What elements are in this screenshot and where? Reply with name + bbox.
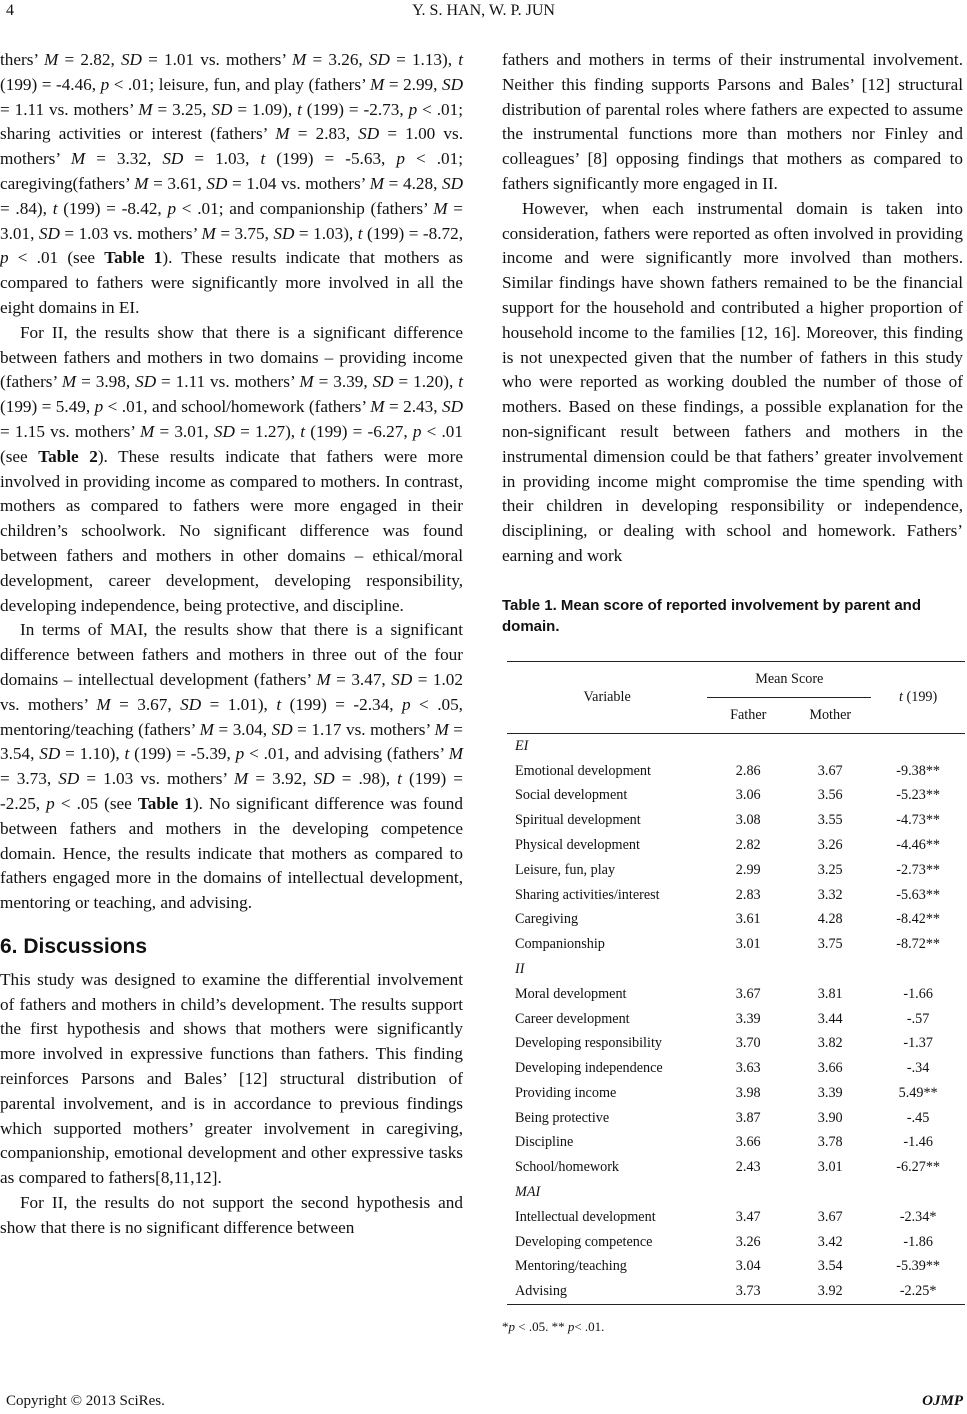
header-variable: Variable (583, 688, 631, 705)
father-cell: 2.82 (735, 836, 761, 853)
table-row (507, 1205, 965, 1230)
mother-cell: 3.32 (817, 886, 843, 903)
group-row-ei (507, 733, 965, 758)
variable-cell: Career development (515, 1010, 630, 1027)
variable-cell: Sharing activities/interest (515, 886, 660, 903)
table-body (507, 733, 965, 1304)
mother-cell: 3.42 (817, 1233, 843, 1250)
table-row (507, 1007, 965, 1032)
variable-cell: Emotional development (515, 762, 651, 779)
header-t: t (199) (899, 688, 938, 705)
table-row (507, 1279, 965, 1304)
t-cell: -4.73** (896, 812, 941, 829)
t-cell: -1.37 (903, 1035, 933, 1052)
table-row (507, 1031, 965, 1056)
variable-cell: Discipline (515, 1134, 574, 1151)
variable-cell: Intellectual development (515, 1208, 656, 1225)
variable-cell: Being protective (515, 1109, 610, 1126)
results-paragraph-ii: For II, the results show that there is a significant difference between fathers and mothers in two domains – providing income (fathers’ M = 3.98, SD = 1.11 vs. mothers’ M = 3.39, SD = 1.20), t (199) = 5.49, p < .01, and school/homework (fathers’ M = 2.43, SD = 1.15 vs. mothers’ M = 3.01, SD = 1.27), t (199) = -6.27, p < .01 (see Table 2). These results indicate that fathers were more involved in providing income as compared to mothers. In contrast, mothers as compared to fathers were more engaged in their children’s schoolwork. No significant difference was found between fathers and mothers in other domains – ethical/moral development, career development, developing responsibility, developing independence, being protective, and discipline. (0, 322, 463, 615)
t-cell: -4.46** (896, 836, 941, 853)
mother-cell: 3.66 (817, 1060, 843, 1077)
mother-cell: 3.81 (817, 985, 843, 1002)
table-row (507, 858, 965, 883)
table-row (507, 1230, 965, 1255)
variable-cell: Providing income (515, 1084, 617, 1101)
table-row (507, 982, 965, 1007)
table-row (507, 1254, 965, 1279)
group-label: II (515, 960, 525, 977)
group-label: MAI (515, 1184, 541, 1201)
variable-cell: Developing responsibility (515, 1035, 662, 1052)
mother-cell: 3.26 (817, 836, 843, 853)
father-cell: 3.06 (735, 787, 761, 804)
discussion-paragraph-1: This study was designed to examine the differential involvement of fathers and mothers in child’s development. The results support the first hypothesis and shows that mothers were significantly more involved in expressive functions than fathers. This finding reinforces Parsons and Bales’ [12] structural distribution of parental involvement, and is in accordance to previous findings which supported mothers’ greater involvement in caregiving, companionship, emotional development and other expressive tasks as compared to fathers[8,11,12]. (0, 969, 463, 1188)
table-row (507, 1130, 965, 1155)
father-cell: 2.83 (735, 886, 761, 903)
father-cell: 3.39 (735, 1010, 761, 1027)
table-row (507, 1106, 965, 1131)
t-cell: -2.34* (899, 1208, 937, 1225)
t-cell: -1.46 (903, 1134, 933, 1151)
t-cell: -5.23** (896, 787, 941, 804)
t-cell: -6.27** (896, 1159, 941, 1176)
t-cell: -1.66 (903, 985, 933, 1002)
father-cell: 2.86 (735, 762, 761, 779)
discussion-paragraph-2: For II, the results do not support the second hypothesis and show that there is no significant difference between (0, 1193, 463, 1237)
variable-cell: Developing independence (515, 1060, 663, 1077)
father-cell: 3.08 (735, 812, 761, 829)
table-row (507, 1155, 965, 1180)
t-cell: 5.49** (898, 1084, 938, 1101)
father-cell: 3.87 (735, 1109, 761, 1126)
table-row (507, 1081, 965, 1106)
t-cell: -5.63** (896, 886, 941, 903)
mother-cell: 3.39 (817, 1084, 843, 1101)
variable-cell: Mentoring/teaching (515, 1258, 627, 1275)
variable-cell: Companionship (515, 936, 605, 953)
right-column (502, 48, 963, 1340)
variable-cell: Physical development (515, 836, 640, 853)
group-row-mai (507, 1180, 965, 1205)
mother-cell: 3.25 (817, 861, 843, 878)
mother-cell: 3.92 (817, 1283, 843, 1300)
running-head: Y. S. HAN, W. P. JUN (412, 2, 555, 19)
father-cell: 2.99 (735, 861, 761, 878)
page-header (0, 2, 967, 26)
t-cell: -2.73** (896, 861, 941, 878)
table-row (507, 932, 965, 957)
father-cell: 3.63 (735, 1060, 761, 1077)
mean-score-table (507, 661, 965, 1305)
variable-cell: Spiritual development (515, 812, 641, 829)
header-mean-score: Mean Score (707, 661, 871, 697)
group-label: EI (515, 737, 529, 754)
father-cell: 3.70 (735, 1035, 761, 1052)
mother-cell: 3.82 (817, 1035, 843, 1052)
table-row (507, 759, 965, 784)
results-paragraph-ei: thers’ M = 2.82, SD = 1.01 vs. mothers’ M = 3.26, SD = 1.13), t (199) = -4.46, p < .01; leisure, fun, and play (fathers’ M = 2.99, SD = 1.11 vs. mothers’ M = 3.25, SD = 1.09), t (199) = -2.73, p < .01; sharing activities or interest (fathers’ M = 2.83, SD = 1.00 vs. mothers’ M = 3.32, SD = 1.03, t (199) = -5.63, p < .01; caregiving(fathers’ M = 3.61, SD = 1.04 vs. mothers’ M = 4.28, SD = .84), t (199) = -8.42, p < .01; and companionship (fathers’ M = 3.01, SD = 1.03 vs. mothers’ M = 3.75, SD = 1.03), t (199) = -8.72, p < .01 (see Table 1). These results indicate that mothers as compared to fathers were significantly more involved in all the eight domains in EI. (0, 50, 464, 317)
t-cell: -2.25* (899, 1283, 937, 1300)
mother-cell: 3.56 (817, 787, 843, 804)
table-caption: Table 1. Mean score of reported involvement by parent and domain. (502, 596, 921, 635)
discussion-paragraph-3: fathers and mothers in terms of their instrumental involvement. Neither this finding supports Parsons and Bales’ [12] structural distribution of parental roles where fathers are expected to assume the instrumental functions more than mothers nor Finley and colleagues’ [8] opposing findings that mothers as compared to fathers significantly more engaged in II. (502, 50, 963, 193)
header-father: Father (730, 706, 767, 723)
table-note: *p < .05. ** p< .01. (502, 1319, 605, 1335)
mother-cell: 3.67 (817, 762, 843, 779)
mother-cell: 3.67 (817, 1208, 843, 1225)
father-cell: 3.01 (735, 936, 761, 953)
variable-cell: Moral development (515, 985, 627, 1002)
father-cell: 3.61 (735, 911, 761, 928)
t-cell: -.34 (906, 1060, 930, 1077)
variable-cell: Developing competence (515, 1233, 653, 1250)
variable-cell: Leisure, fun, play (515, 861, 616, 878)
father-cell: 3.73 (735, 1283, 761, 1300)
t-cell: -.45 (906, 1109, 930, 1126)
discussion-paragraph-4: However, when each instrumental domain is taken into consideration, fathers were reported as often involved in providing income and were significantly more involved than mothers. Similar findings have shown fathers remained to be the financial support for the household and contributed a higher proportion of household income to the families [12, 16]. Moreover, this finding is not unexpected given that the number of fathers in this study who were reported as working doubled the number of those of mothers. Based on these findings, a possible explanation for the non-significant result between fathers and mothers in the instrumental dimension could be that fathers’ greater involvement in providing income might compromise the time spending with their children in developing responsibility or independence, disciplining, or dealing with school and homework. Fathers’ earning and work (502, 198, 963, 565)
mother-cell: 3.55 (817, 812, 843, 829)
father-cell: 3.66 (735, 1134, 761, 1151)
page-number: 4 (6, 2, 14, 19)
table-row (507, 833, 965, 858)
mother-cell: 3.44 (817, 1010, 843, 1027)
father-cell: 2.43 (735, 1159, 761, 1176)
father-cell: 3.04 (735, 1258, 761, 1275)
mother-cell: 3.75 (817, 936, 843, 953)
t-cell: -1.86 (903, 1233, 933, 1250)
table-row (507, 1056, 965, 1081)
table-row (507, 907, 965, 932)
variable-cell: School/homework (515, 1159, 620, 1176)
father-cell: 3.47 (735, 1208, 761, 1225)
table-row (507, 808, 965, 833)
t-cell: -9.38** (896, 762, 941, 779)
t-cell: -8.72** (896, 936, 941, 953)
left-column (0, 48, 463, 1241)
table-row (507, 783, 965, 808)
table-row (507, 883, 965, 908)
t-cell: -.57 (906, 1010, 930, 1027)
copyright: Copyright © 2013 SciRes. (6, 1393, 165, 1409)
mother-cell: 3.54 (817, 1258, 843, 1275)
father-cell: 3.26 (735, 1233, 761, 1250)
variable-cell: Social development (515, 787, 628, 804)
variable-cell: Advising (515, 1283, 568, 1300)
results-paragraph-mai: In terms of MAI, the results show that there is a significant difference between fathers and mothers in three out of the four domains – intellectual development (fathers’ M = 3.47, SD = 1.02 vs. mothers’ M = 3.67, SD = 1.01), t (199) = -2.34, p < .05, mentoring/teaching (fathers’ M = 3.04, SD = 1.17 vs. mothers’ M = 3.54, SD = 1.10), t (199) = -5.39, p < .01, and advising (fathers’ M = 3.73, SD = 1.03 vs. mothers’ M = 3.92, SD = .98), t (199) = -2.25, p < .05 (see Table 1). No significant difference was found between fathers and mothers in the developing competence domain. Hence, the results indicate that mothers as compared to fathers engaged more in the domains of intellectual development, mentoring or teaching, and advising. (0, 620, 464, 913)
mother-cell: 3.78 (817, 1134, 843, 1151)
journal-abbrev: OJMP (922, 1393, 963, 1409)
section-heading: 6. Discussions (0, 934, 148, 958)
group-row-ii (507, 957, 965, 982)
header-mother: Mother (809, 706, 852, 723)
t-cell: -8.42** (896, 911, 941, 928)
mother-cell: 3.01 (817, 1159, 843, 1176)
mother-cell: 4.28 (817, 911, 843, 928)
father-cell: 3.98 (735, 1084, 761, 1101)
variable-cell: Caregiving (515, 911, 579, 928)
t-cell: -5.39** (896, 1258, 941, 1275)
mother-cell: 3.90 (817, 1109, 843, 1126)
father-cell: 3.67 (735, 985, 761, 1002)
